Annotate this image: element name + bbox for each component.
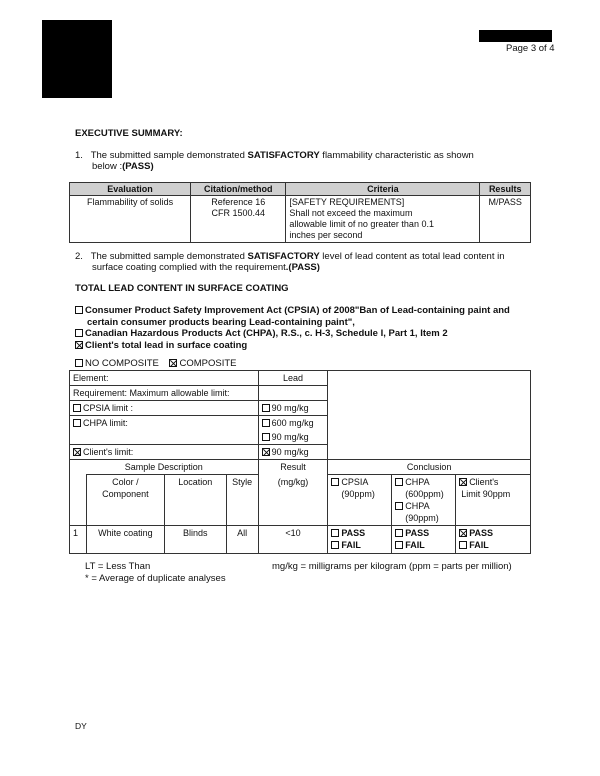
col-chpa: CHPA (600ppm) CHPA (90ppm) bbox=[392, 475, 456, 526]
col-color: Color / Component bbox=[86, 475, 164, 526]
checkbox-icon[interactable] bbox=[73, 419, 81, 427]
col-location: Location bbox=[164, 475, 226, 526]
checkbox-icon[interactable] bbox=[395, 478, 403, 486]
checkbox-icon[interactable] bbox=[262, 419, 270, 427]
checkbox-icon[interactable] bbox=[331, 529, 339, 537]
check-cpsia[interactable]: Consumer Product Safety Improvement Act (CPSIA) of 2008"Ban of Lead-containing paint and bbox=[75, 305, 535, 317]
summary-item-2-cont: surface coating complied with the requirement.(PASS) bbox=[92, 262, 320, 273]
checked-checkbox-icon[interactable] bbox=[262, 448, 270, 456]
result-header: Result bbox=[258, 460, 328, 475]
check-client[interactable]: Client's total lead in surface coating bbox=[75, 340, 535, 352]
regulation-checklist bbox=[75, 305, 535, 351]
checkbox-icon[interactable] bbox=[75, 306, 83, 314]
requirement-label: Requirement: Maximum allowable limit: bbox=[70, 386, 259, 401]
note-lt: LT = Less Than bbox=[85, 561, 151, 572]
row-client-conclusion: PASS FAIL bbox=[456, 526, 531, 554]
composite-options bbox=[75, 358, 236, 369]
executive-summary-title: EXECUTIVE SUMMARY: bbox=[75, 128, 183, 139]
row-result: <10 bbox=[258, 526, 328, 554]
check-chpa[interactable]: Canadian Hazardous Products Act (CHPA), R.S., c. H-3, Schedule I, Part 1, Item 2 bbox=[75, 328, 535, 340]
check-cpsia-cont: certain consumer products bearing Lead-containing paint", bbox=[87, 316, 355, 328]
cpsia-limit-row: CPSIA limit : bbox=[70, 401, 259, 416]
element-label: Element: bbox=[70, 371, 259, 386]
checkbox-icon[interactable] bbox=[331, 478, 339, 486]
checkbox-icon[interactable] bbox=[395, 541, 403, 549]
flammability-table bbox=[69, 182, 531, 243]
checked-checkbox-icon[interactable] bbox=[75, 341, 83, 349]
th-results: Results bbox=[480, 183, 531, 196]
col-client: Client's Limit 90ppm bbox=[456, 475, 531, 526]
summary-item-2: 2. The submitted sample demonstrated SATISFACTORY level of lead content as total lead content in bbox=[75, 251, 505, 262]
note-average: * = Average of duplicate analyses bbox=[85, 573, 226, 584]
cell-criteria: [SAFETY REQUIREMENTS] Shall not exceed the maximum allowable limit of no greater than 0.1 inches per second bbox=[286, 196, 480, 243]
footer-initials: DY bbox=[75, 721, 87, 731]
page-number: Page 3 of 4 bbox=[506, 43, 555, 54]
checked-checkbox-icon[interactable] bbox=[459, 529, 467, 537]
row-chpa-conclusion: PASS FAIL bbox=[392, 526, 456, 554]
composite-label: COMPOSITE bbox=[179, 358, 237, 369]
redaction-bar bbox=[479, 30, 552, 42]
table-row bbox=[70, 526, 531, 554]
checkbox-icon[interactable] bbox=[262, 404, 270, 412]
summary-item-1: 1. The submitted sample demonstrated SATISFACTORY flammability characteristic as shown bbox=[75, 150, 474, 161]
row-color: White coating bbox=[86, 526, 164, 554]
checkbox-icon[interactable] bbox=[73, 404, 81, 412]
cpsia-limit-value: 90 mg/kg bbox=[258, 401, 328, 416]
note-mgkg: mg/kg = milligrams per kilogram (ppm = parts per million) bbox=[272, 561, 512, 572]
checkbox-icon[interactable] bbox=[395, 502, 403, 510]
lead-results-table bbox=[69, 370, 531, 554]
chpa-limit-value-1: 600 mg/kg bbox=[258, 416, 328, 431]
checkbox-icon[interactable] bbox=[75, 359, 83, 367]
company-logo bbox=[42, 20, 112, 98]
no-composite-label: NO COMPOSITE bbox=[85, 358, 159, 369]
client-limit-row: Client's limit: bbox=[70, 445, 259, 460]
sample-description-header: Sample Description bbox=[70, 460, 259, 475]
checked-checkbox-icon[interactable] bbox=[459, 478, 467, 486]
chpa-limit-value-2: 90 mg/kg bbox=[258, 430, 328, 445]
checkbox-icon[interactable] bbox=[75, 329, 83, 337]
conclusion-header: Conclusion bbox=[328, 460, 531, 475]
checked-checkbox-icon[interactable] bbox=[169, 359, 177, 367]
checked-checkbox-icon[interactable] bbox=[73, 448, 81, 456]
col-style: Style bbox=[226, 475, 258, 526]
row-cpsia-conclusion: PASS FAIL bbox=[328, 526, 392, 554]
blank-cell bbox=[328, 371, 531, 460]
checkbox-icon[interactable] bbox=[331, 541, 339, 549]
lead-section-title: TOTAL LEAD CONTENT IN SURFACE COATING bbox=[75, 283, 289, 294]
chpa-limit-row: CHPA limit: bbox=[70, 416, 259, 445]
cell-citation: Reference 16 CFR 1500.44 bbox=[191, 196, 286, 243]
table-row bbox=[70, 196, 531, 243]
th-criteria: Criteria bbox=[286, 183, 480, 196]
checkbox-icon[interactable] bbox=[262, 433, 270, 441]
cell-evaluation: Flammability of solids bbox=[70, 196, 191, 243]
checkbox-icon[interactable] bbox=[395, 529, 403, 537]
row-location: Blinds bbox=[164, 526, 226, 554]
cell-result: M/PASS bbox=[480, 196, 531, 243]
row-style: All bbox=[226, 526, 258, 554]
element-value: Lead bbox=[258, 371, 328, 386]
col-cpsia: CPSIA (90ppm) bbox=[328, 475, 392, 526]
client-limit-value: 90 mg/kg bbox=[258, 445, 328, 460]
col-unit: (mg/kg) bbox=[258, 475, 328, 526]
row-number: 1 bbox=[70, 526, 87, 554]
th-evaluation: Evaluation bbox=[70, 183, 191, 196]
summary-item-1-cont: below :(PASS) bbox=[92, 161, 154, 172]
checkbox-icon[interactable] bbox=[459, 541, 467, 549]
th-citation: Citation/method bbox=[191, 183, 286, 196]
